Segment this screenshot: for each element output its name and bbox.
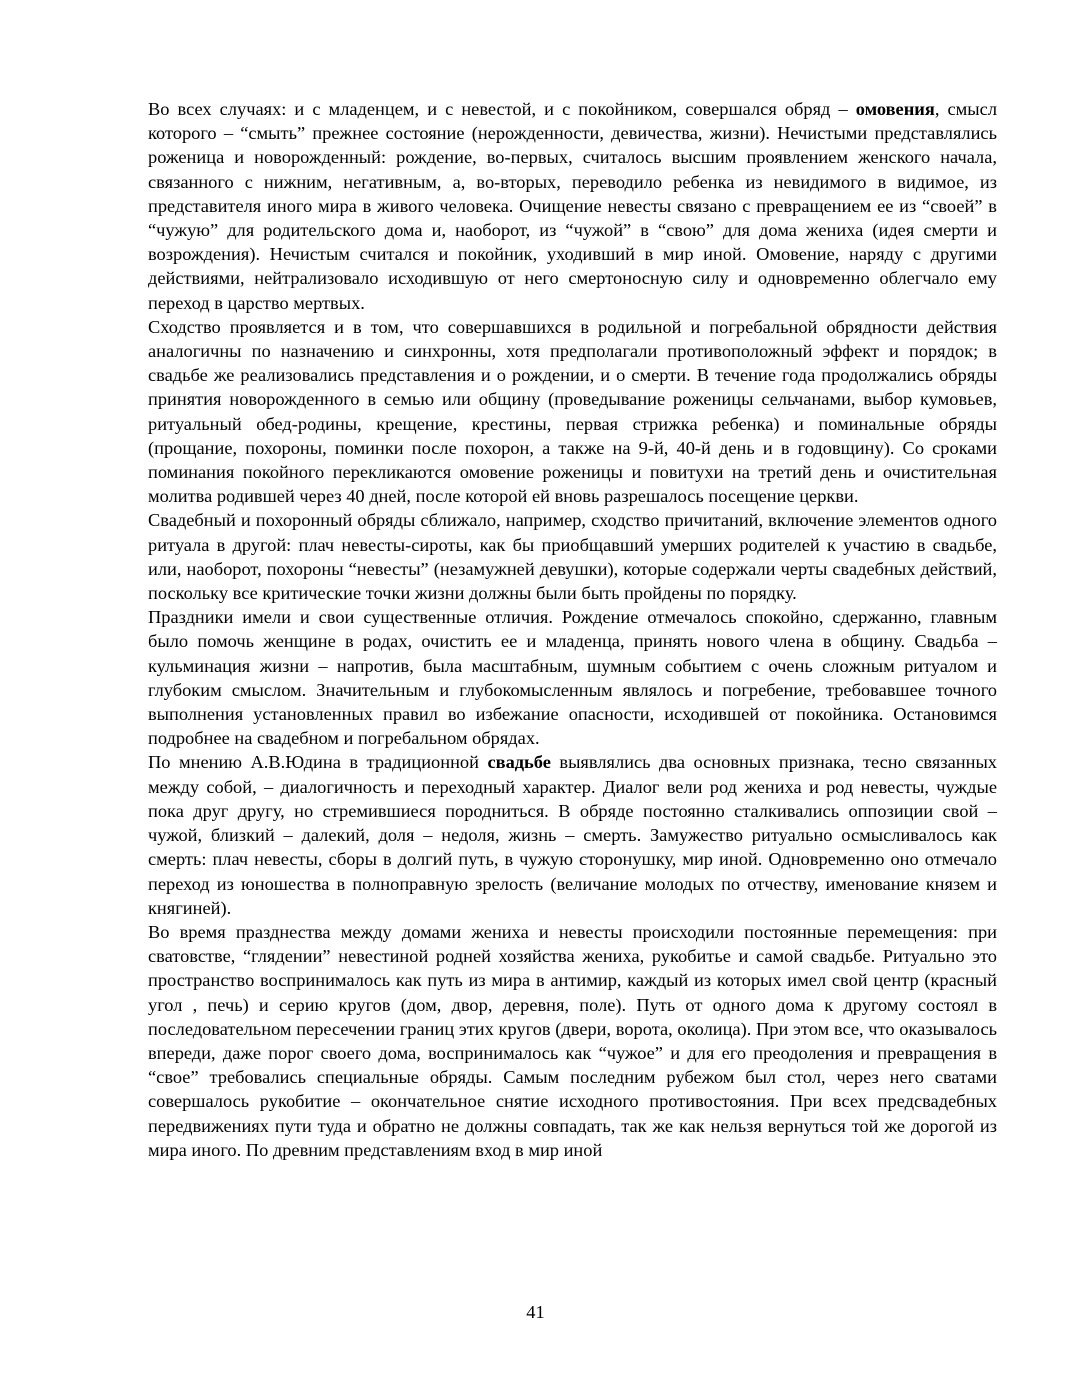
document-body (148, 97, 997, 1162)
term-svadba: свадьбе (487, 752, 551, 773)
paragraph-4: Праздники имели и свои существенные отличия. Рождение отмечалось спокойно, сдержанно, главным было помочь женщине в родах, очистить ее и младенца, принять нового члена в общину. Свадьба – кульминация жизни – напротив, была масштабным, шумным событием с очень сложным ритуалом и глубоким смыслом. Значительным и глубокомысленным являлось и погребение, требовавшее точного выполнения установленных правил во избежание опасности, исходившей от покойника. Остановимся подробнее на свадебном и погребальном обрядах. (148, 607, 997, 749)
page-number: 41 (526, 1302, 545, 1322)
paragraph-2: Сходство проявляется и в том, что совершавшихся в родильной и погребальной обрядности действия аналогичны по назначению и синхронны, хотя предполагали противоположный эффект и порядок; в свадьбе же реализовались представления и о рождении, и о смерти. В течение года продолжались обряды принятия новорожденного в семью или общину (проведывание роженицы сельчанами, выбор кумовьев, ритуальный обед-родины, крещение, крестины, первая стрижка ребенка) и поминальные обряды (прощание, похороны, поминки после похорон, а также на 9-й, 40-й день и в годовщину). Со сроками поминания покойного перекликаются омовение роженицы и повитухи на третий день и очистительная молитва родившей через 40 дней, после которой ей вновь разрешалось посещение церкви. (148, 316, 997, 507)
paragraph-5 (148, 750, 997, 919)
paragraph-1-start: Во всех случаях: и с младенцем, и с невестой, и с покойником, совершался обряд – (148, 99, 856, 119)
paragraph-1-rest: , смысл которого – “смыть” прежнее состояние (нерожденности, девичества, жизни). Нечистыми представлялись роженица и новорожденный: рождение, во-первых, считалось высшим проявлением женского начала, связанного с нижним, негативным, а, во-вторых, переводило ребенка из невидимого в видимое, из представителя иного мира в живого человека. Очищение невесты связано с превращением ее из “своей” в “чужую” для родительского дома и, наоборот, из “чужой” в “свою” для дома жениха (идея смерти и возрождения). Нечистым считался и покойник, уходивший в мир иной. Омовение, наряду с другими действиями, нейтрализовало исходившую от него смертоносную силу и одновременно облегчало ему переход в царство мертвых. (148, 99, 997, 313)
paragraph-5-rest: выявлялись два основных признака, тесно связанных между собой, – диалогичность и переходный характер. Диалог вели род жениха и род невесты, чуждые пока друг другу, но стремившиеся породниться. В обряде постоянно сталкивались оппозиции свой – чужой, близкий – далекий, доля – недоля, жизнь – смерть. Замужество ритуально осмысливалось как смерть: плач невесты, сборы в долгий путь, в чужую сторонушку, мир иной. Одновременно оно отмечало переход из юношества в полноправную зрелость (величание молодых по отчеству, именование князем и княгиней). (148, 752, 997, 918)
paragraph-6: Во время празднества между домами жениха и невесты происходили постоянные перемещения: при сватовстве, “глядении” невестиной родней хозяйства жениха, рукобитье и самой свадьбе. Ритуально это пространство воспринималось как путь из мира в антимир, каждый из которых имел свой центр (красный угол , печь) и серию кругов (дом, двор, деревня, поле). Путь от одного дома к другому состоял в последовательном пересечении границ этих кругов (двери, ворота, околица). При этом все, что оказывалось впереди, даже порог своего дома, воспринималось как “чужое” и для его преодоления и превращения в “свое” требовались специальные обряды. Самым последним рубежом был стол, через него сватами совершалось рукобитие – окончательное снятие исходного противостояния. При всех предсвадебных передвижениях пути туда и обратно не должны совпадать, так же как нельзя вернуться той же дорогой из мира иного. По древним представлениям вход в мир иной (148, 921, 997, 1160)
paragraph-1 (148, 97, 997, 315)
paragraph-3: Свадебный и похоронный обряды сближало, например, сходство причитаний, включение элементов одного ритуала в другой: плач невесты-сироты, как бы приобщавший умерших родителей к участию в свадьбе, или, наоборот, похороны “невесты” (незамужней девушки), которые содержали черты свадебных действий, поскольку все критические точки жизни должны были быть пройдены по порядку. (148, 510, 997, 604)
term-omoveniya: омовения (855, 99, 935, 119)
paragraph-5-start: По мнению А.В.Юдина в традиционной (148, 752, 488, 773)
